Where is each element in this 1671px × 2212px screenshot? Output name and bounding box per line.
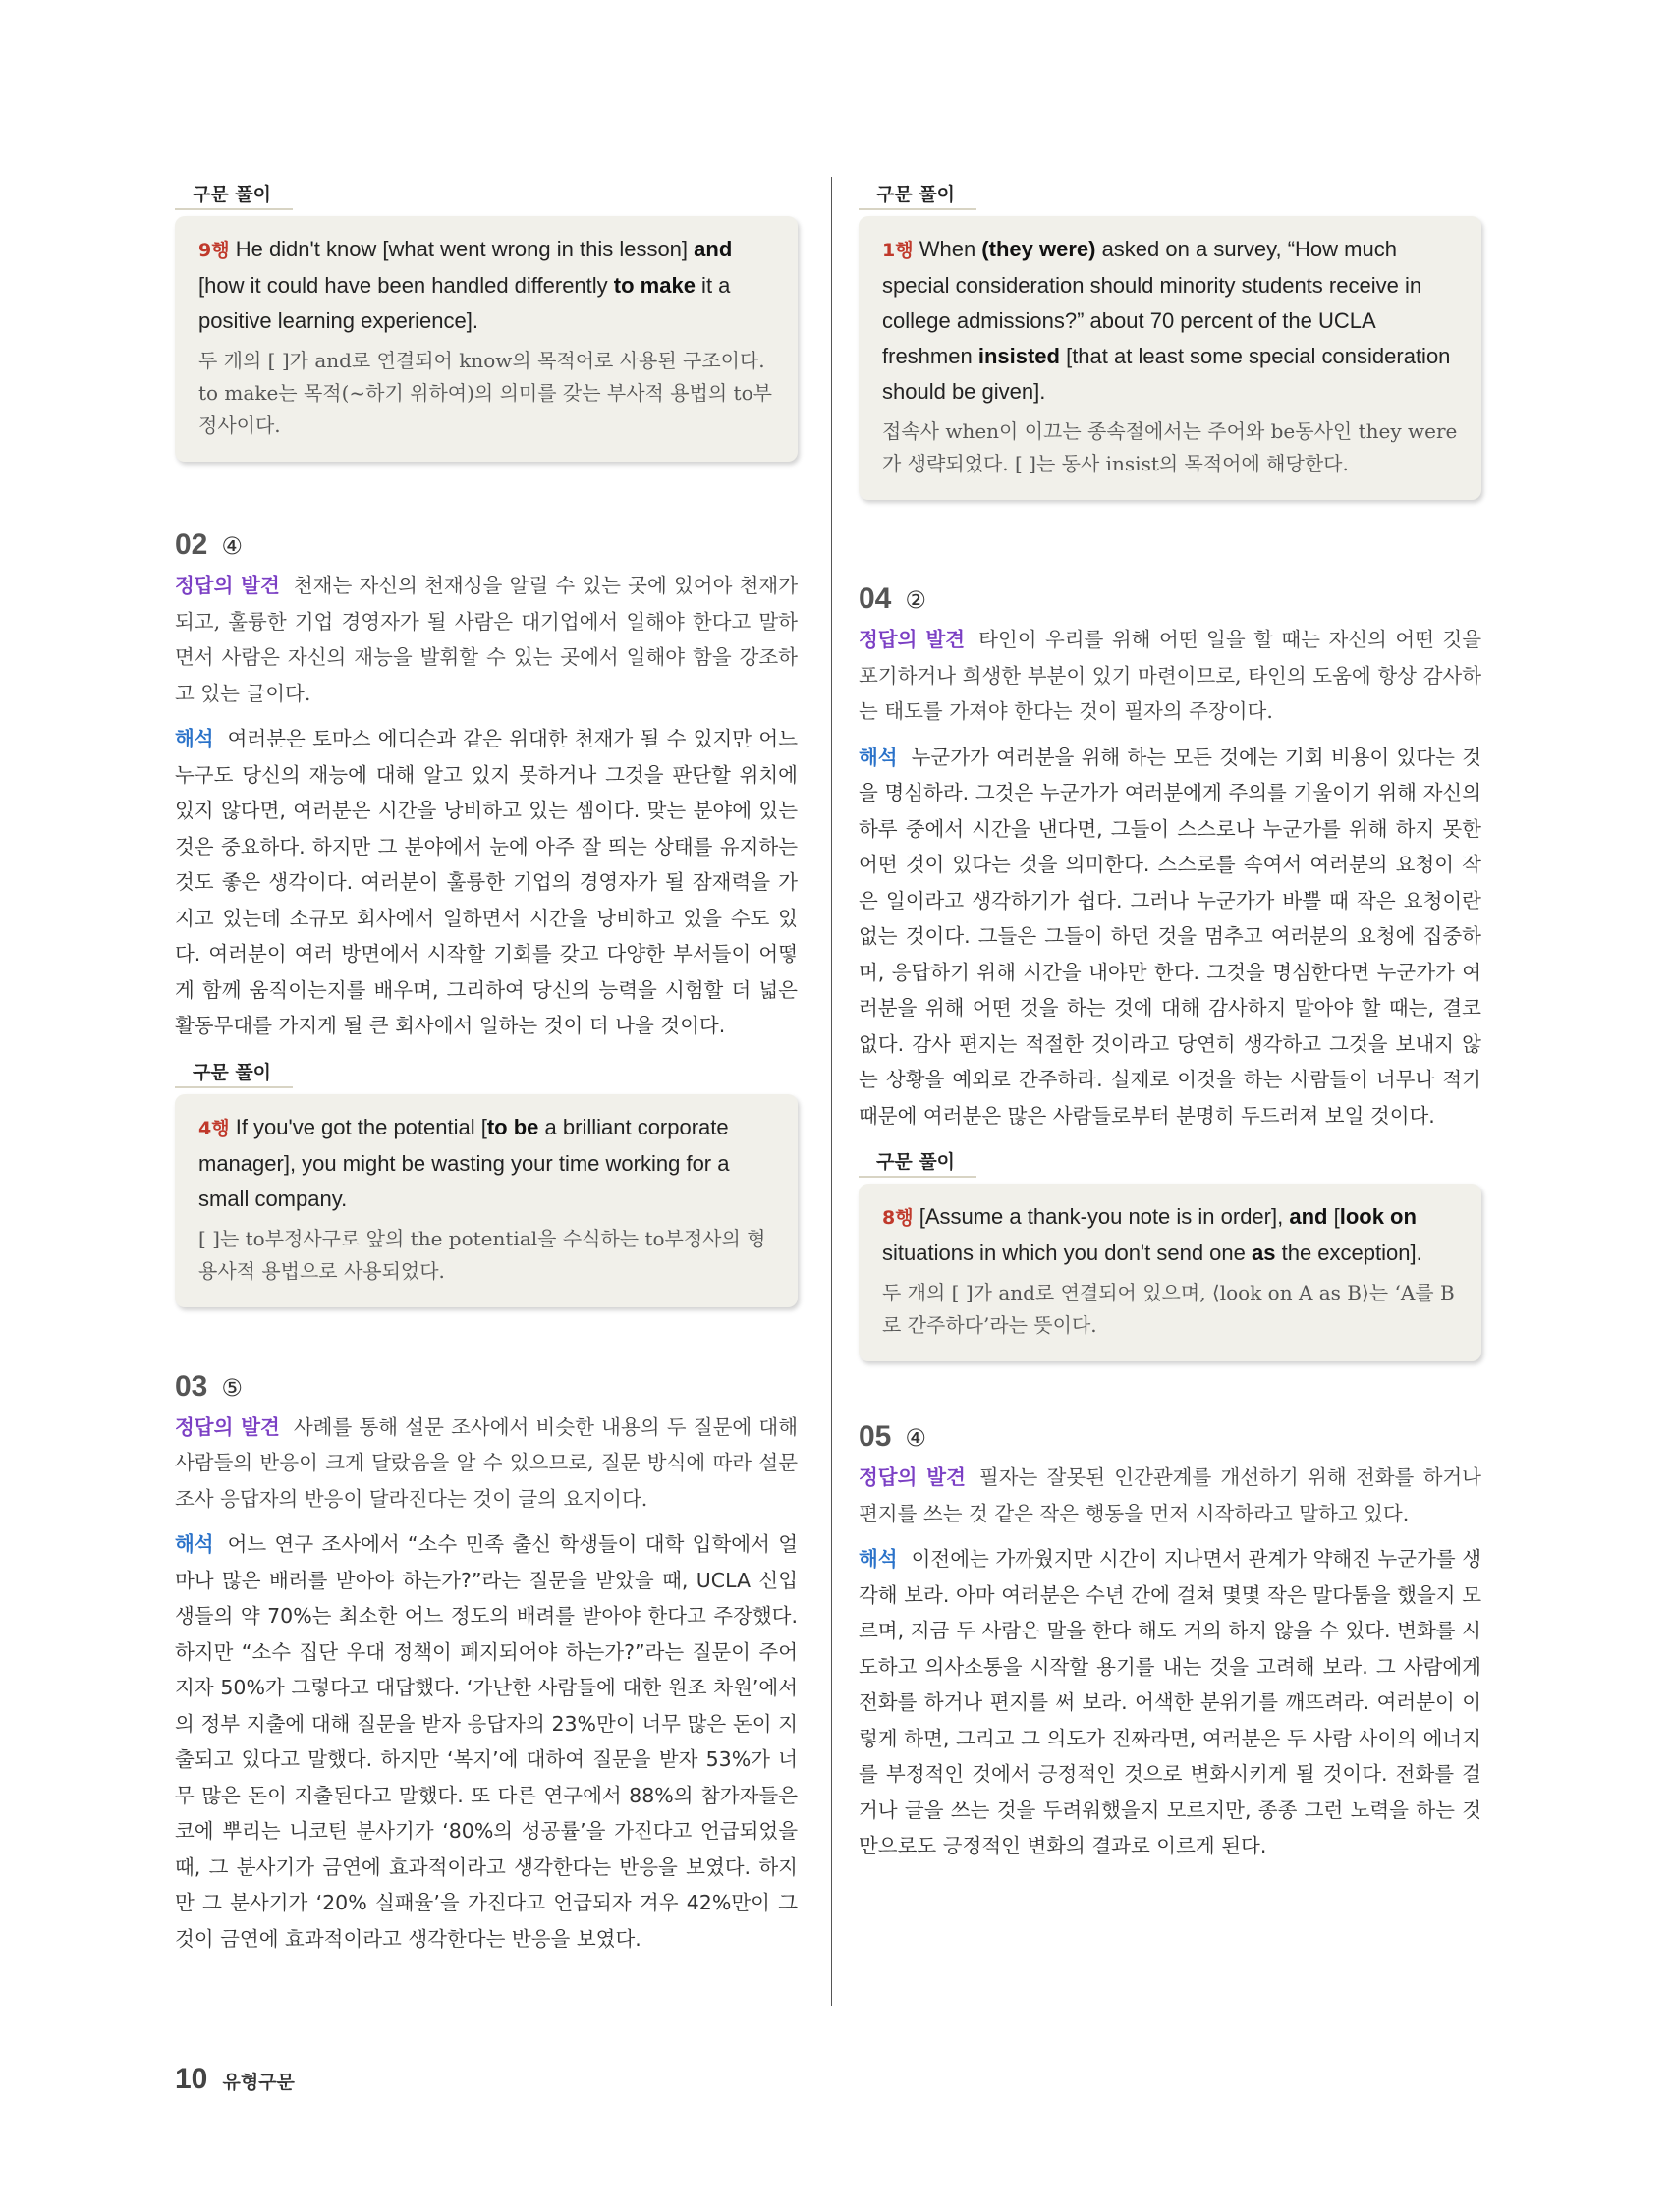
grammar-label: 구문 풀이 — [859, 180, 955, 210]
answer-discovery: 정답의 발견 타인이 우리를 위해 어떤 일을 할 때는 자신의 어떤 것을 포기하거나 희생한 부분이 있기 마련이므로, 타인의 도움에 항상 감사하는 태도를 가져야 한다는 것이 필자의 주장이다. — [859, 628, 1481, 723]
question-04 — [859, 582, 1481, 1361]
translation: 해석 어느 연구 조사에서 “소수 민족 출신 학생들이 대학 입학에서 얼마나 많은 배려를 받아야 하는가?”라는 질문을 받았을 때, UCLA 신입생들의 약 70%는 최소한 어느 정도의 배려를 받아야 한다고 주장했다. 하지만 “소수 집단 우대 정책이 폐지되어야 하는가?”라는 질문이 주어지자 50%가 그렇다고 대답했다. ‘가난한 사람들에 대한 원조 차원’에서의 정부 지출에 대해 질문을 받자 응답자의 23%만이 너무 많은 돈이 지출되고 있다고 말했다. 하지만 ‘복지’에 대하여 질문을 받자 53%가 너무 많은 돈이 지출된다고 말했다. 또 다른 연구에서 88%의 참가자들은 코에 뿌리는 니코틴 분사기가 ‘80%의 성공률’을 가진다고 언급되었을 때, 그 분사기가 금연에 효과적이라고 생각한다는 반응을 보였다. 하지만 그 분사기가 ‘20% 실패율’을 가진다고 언급되자 겨우 42%만이 그것이 금연에 효과적이라고 생각한다는 반응을 보였다. — [175, 1532, 798, 1951]
grammar-label: 구문 풀이 — [859, 1147, 955, 1178]
question-number: 03 ⑤ — [175, 1369, 243, 1403]
grammar-explanation: 두 개의 [ ]가 and로 연결되어 know의 목적어로 사용된 구조이다. to make는 목적(~하기 위하여)의 의미를 갖는 부사적 용법의 to부정사이다. — [198, 349, 772, 437]
left-column — [175, 180, 798, 1957]
answer-mark: ④ — [221, 532, 243, 560]
grammar-label: 구문 풀이 — [175, 180, 271, 210]
grammar-explanation: [ ]는 to부정사구로 앞의 the potential을 수식하는 to부정사의 형용사적 용법으로 사용되었다. — [198, 1226, 766, 1283]
line-ref: 1행 — [882, 240, 914, 261]
line-ref: 8행 — [882, 1207, 914, 1229]
question-03 — [175, 1370, 798, 1958]
column-divider — [831, 177, 832, 2006]
section-title: 유형구문 — [222, 2072, 295, 2093]
answer-mark: ⑤ — [221, 1373, 243, 1402]
grammar-explanation: 두 개의 [ ]가 and로 연결되어 있으며, ⟨look on A as B⟩는 ‘A를 B로 간주하다’라는 뜻이다. — [882, 1281, 1455, 1337]
grammar-box-8 — [859, 1147, 1481, 1361]
grammar-box-body: 8행 [Assume a thank-you note is in order], and [look on situations in which you don't send one as the exception]. 두 개의 [ ]가 and로 연결되어 있으며, ⟨look on A as B⟩는 ‘A를 B로 간주하다’라는 뜻이다. — [859, 1184, 1481, 1361]
grammar-box-4 — [175, 1058, 798, 1307]
question-number: 02 ④ — [175, 528, 243, 561]
question-05 — [859, 1420, 1481, 1864]
translation: 해석 여러분은 토마스 에디슨과 같은 위대한 천재가 될 수 있지만 어느 누구도 당신의 재능에 대해 알고 있지 못하거나 그것을 판단할 위치에 있지 않다면, 여러분은 시간을 낭비하고 있는 셈이다. 맞는 분야에 있는 것은 중요하다. 하지만 그 분야에서 눈에 아주 잘 띄는 상태를 유지하는 것도 좋은 생각이다. 여러분이 훌륭한 기업의 경영자가 될 잠재력을 가지고 있는데 소규모 회사에서 일하면서 시간을 낭비하고 있을 수도 있다. 여러분이 여러 방면에서 시작할 기회를 갖고 다양한 부서들이 어떻게 함께 움직이는지를 배우며, 그리하여 당신의 능력을 시험할 더 넓은 활동무대를 가지게 될 큰 회사에서 일하는 것이 더 나을 것이다. — [175, 727, 798, 1037]
page-number: 10 — [175, 2063, 208, 2095]
question-02 — [175, 528, 798, 1307]
translation: 해석 누군가가 여러분을 위해 하는 모든 것에는 기회 비용이 있다는 것을 명심하라. 그것은 누군가가 여러분에게 주의를 기울이기 위해 자신의 하루 중에서 시간을 낸다면, 그들이 스스로나 누군가를 위해 하지 못한 어떤 것이 있다는 것을 의미한다. 스스로를 속여서 여러분의 요청이 작은 일이라고 생각하기가 쉽다. 그러나 누군가가 바쁠 때 작은 요청이란 없는 것이다. 그들은 그들이 하던 것을 멈추고 여러분의 요청에 집중하며, 응답하기 위해 시간을 내야만 한다. 그것을 명심한다면 누군가가 여러분을 위해 어떤 것을 하는 것에 대해 감사하지 말아야 할 때는, 결코 없다. 감사 편지는 적절한 것이라고 당연히 생각하고 그것을 보내지 않는 상황을 예외로 간주하라. 실제로 이것을 하는 사람들이 너무나 적기 때문에 여러분은 많은 사람들로부터 분명히 두드러져 보일 것이다. — [859, 745, 1481, 1128]
answer-mark: ② — [905, 586, 926, 614]
translation: 해석 이전에는 가까웠지만 시간이 지나면서 관계가 약해진 누군가를 생각해 보라. 아마 여러분은 수년 간에 걸쳐 몇몇 작은 말다툼을 했을지 모르며, 지금 두 사람은 말을 한다 해도 거의 하지 않을 수 있다. 변화를 시도하고 의사소통을 시작할 용기를 내는 것을 고려해 보라. 그 사람에게 전화를 하거나 편지를 써 보라. 어색한 분위기를 깨뜨려라. 여러분이 이렇게 하면, 그리고 그 의도가 진짜라면, 여러분은 두 사람 사이의 에너지를 부정적인 것에서 긍정적인 것으로 변화시키게 될 것이다. 전화를 걸거나 글을 쓰는 것을 두려워했을지 모르지만, 종종 그런 노력을 하는 것만으로도 긍정적인 변화의 결과로 이르게 된다. — [859, 1547, 1481, 1857]
grammar-explanation: 접속사 when이 이끄는 종속절에서는 주어와 be동사인 they were가 생략되었다. [ ]는 동사 insist의 목적어에 해당한다. — [882, 419, 1458, 475]
answer-discovery: 정답의 발견 천재는 자신의 천재성을 알릴 수 있는 곳에 있어야 천재가 되고, 훌륭한 기업 경영자가 될 사람은 대기업에서 일해야 한다고 말하면서 사람은 자신의 재능을 발휘할 수 있는 곳에서 일해야 함을 강조하고 있는 글이다. — [175, 574, 798, 705]
grammar-box-body: 4행 If you've got the potential [to be a brilliant corporate manager], you might be wasting your time working for a small company. [ ]는 to부정사구로 앞의 the potential을 수식하는 to부정사의 형용사적 용법으로 사용되었다. — [175, 1094, 798, 1307]
answer-discovery: 정답의 발견 필자는 잘못된 인간관계를 개선하기 위해 전화를 하거나 편지를 쓰는 것 같은 작은 행동을 먼저 시작하라고 말하고 있다. — [859, 1465, 1481, 1525]
grammar-box-1 — [859, 180, 1481, 500]
line-ref: 4행 — [198, 1117, 230, 1139]
grammar-box-body: 9행 He didn't know [what went wrong in this lesson] and [how it could have been handled differently to make it a positive learning experience]. 두 개의 [ ]가 and로 연결되어 know의 목적어로 사용된 구조이다. to make는 목적(~하기 위하여)의 의미를 갖는 부사적 용법의 to부정사이다. — [175, 216, 798, 462]
answer-discovery: 정답의 발견 사례를 통해 설문 조사에서 비슷한 내용의 두 질문에 대해 사람들의 반응이 크게 달랐음을 알 수 있으므로, 질문 방식에 따라 설문 조사 응답자의 반응이 달라진다는 것이 글의 요지이다. — [175, 1414, 798, 1511]
page-footer — [175, 2063, 295, 2096]
grammar-box-body: 1행 When (they were) asked on a survey, “How much special consideration should minority students receive in college admissions?” about 70 percent of the UCLA freshmen insisted [that at least some special consideration should be given]. 접속사 when이 이끄는 종속절에서는 주어와 be동사인 they were가 생략되었다. [ ]는 동사 insist의 목적어에 해당한다. — [859, 216, 1481, 500]
line-ref: 9행 — [198, 240, 230, 261]
question-number: 05 ④ — [859, 1420, 926, 1453]
answer-mark: ④ — [905, 1424, 926, 1452]
grammar-label: 구문 풀이 — [175, 1058, 271, 1088]
grammar-box-9 — [175, 180, 798, 462]
right-column — [859, 180, 1481, 1864]
question-number: 04 ② — [859, 582, 926, 615]
